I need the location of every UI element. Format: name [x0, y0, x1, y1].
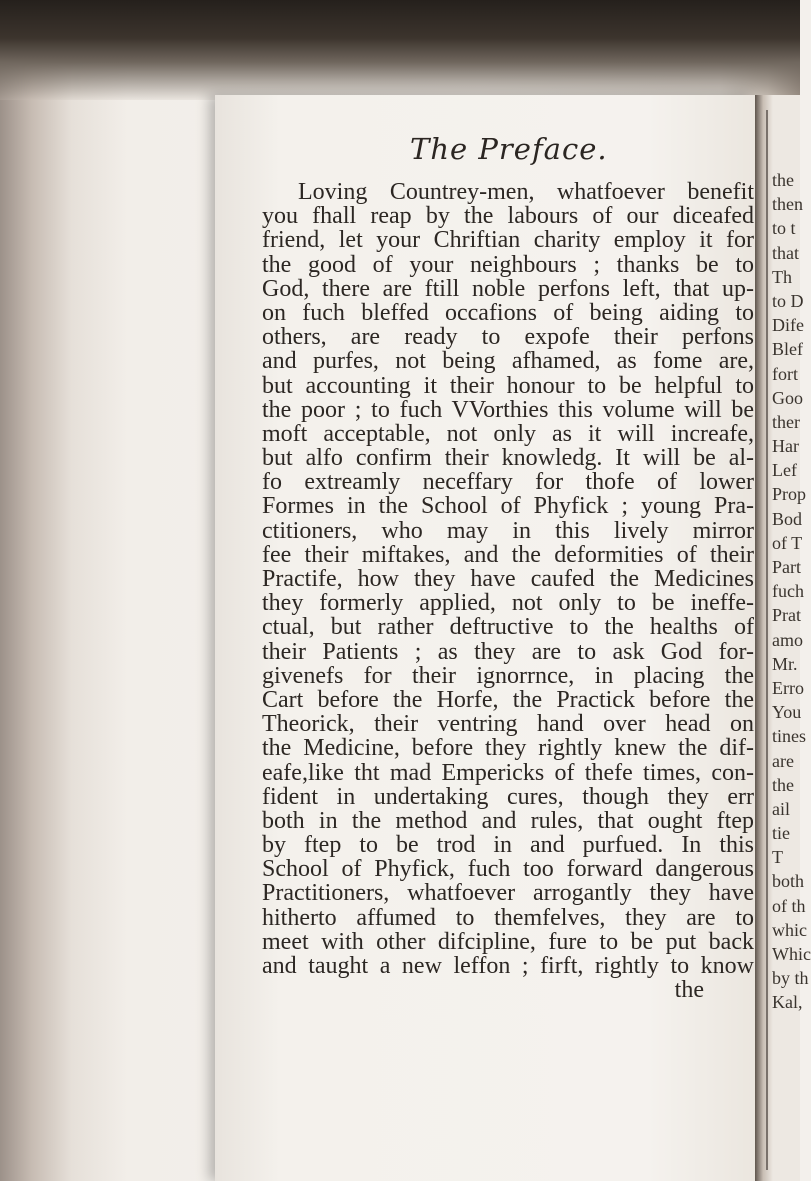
facing-page-fragment: to D [772, 290, 804, 311]
facing-page-fragment: the [772, 170, 794, 190]
text-line: meet with other difcipline, fure to be put back [262, 928, 754, 955]
text-line: the [674, 977, 704, 1004]
text-line: ctitioners, who may in this lively mirror [262, 517, 754, 544]
facing-page-fragment: whic [772, 919, 807, 940]
facing-page-fragment: of th [772, 895, 806, 916]
facing-page-fragment: ail [772, 798, 790, 819]
facing-page-fragment: Mr. [772, 653, 798, 674]
facing-page-fragment: to t [772, 218, 796, 239]
facing-page-fragment: then [772, 194, 803, 215]
text-line: givenefs for their ignorrnce, in placing the [262, 662, 754, 689]
text-line: by ftep to be trod in and purfued. In this [262, 832, 754, 859]
facing-page-fragment: that [772, 242, 799, 263]
facing-page-fragments [772, 168, 811, 1015]
facing-page-fragment: Part [772, 557, 801, 577]
text-line: moft acceptable, not only as it will increafe, [262, 420, 754, 447]
text-line: Practife, how they have caufed the Medicines [262, 566, 754, 592]
facing-page-fragment: Har [772, 436, 799, 457]
text-line: the Medicine, before they rightly knew the dif- [262, 735, 754, 762]
facing-page-fragment: by th [772, 968, 809, 989]
text-line: but alfo confirm their knowledg. It will be al- [262, 445, 754, 472]
facing-page-fragment: tie [772, 823, 790, 844]
text-line: Practitioners, whatfoever arrogantly they have [262, 880, 754, 907]
facing-page-fragment: Erro [772, 677, 804, 698]
text-line: ctual, but rather deftructive to the healths of [262, 614, 754, 641]
text-line: you fhall reap by the labours of our diceafed [262, 203, 754, 230]
text-line: Loving Countrey-men, whatfoever benefit [298, 179, 754, 205]
text-line: on fuch bleffed occafions of being aiding to [262, 299, 754, 326]
text-line: the poor ; to fuch VVorthies this volume will be [262, 396, 754, 423]
text-line: Theorick, their ventring hand over head on [262, 711, 754, 738]
facing-page-fragment: Blef [772, 339, 803, 360]
facing-page-fragment: fuch [772, 581, 804, 602]
text-line: the good of your neighbours ; thanks be to [262, 251, 754, 278]
facing-page-fragment: Bod [772, 508, 803, 529]
facing-page-fragment: Prop [772, 484, 807, 505]
text-line: and taught a new leffon ; firft, rightly to know [262, 953, 754, 979]
facing-page-fragment: the [772, 774, 794, 795]
facing-page-fragment: ther [772, 411, 800, 432]
gutter-line [766, 110, 768, 1170]
text-line: their Patients ; as they are to ask God for- [262, 638, 754, 665]
text-line: and purfes, not being afhamed, as fome are, [262, 348, 754, 375]
facing-page-fragment: Prat [772, 605, 801, 626]
preface-text [262, 180, 754, 1002]
text-line: Formes in the School of Phyfick ; young Pra- [262, 493, 754, 520]
facing-page-fragment: Goo [772, 387, 803, 408]
facing-page-fragment: Lef [772, 460, 797, 481]
facing-page-fragment: Dife [772, 315, 804, 336]
text-line: hitherto affumed to themfelves, they are to [262, 904, 754, 931]
facing-page-fragment: Th [772, 266, 792, 287]
text-line: others, are ready to expofe their perfons [262, 324, 754, 351]
text-line: fident in undertaking cures, though they err [262, 783, 754, 810]
text-line: God, there are ftill noble perfons left, that up- [262, 275, 754, 302]
text-line: eafe,like tht mad Empericks of thefe times, con- [262, 759, 754, 786]
text-line: fo extreamly neceffary for thofe of lower [262, 469, 754, 496]
text-line: friend, let your Chriftian charity employ it for [262, 227, 754, 254]
facing-page-fragment: of T [772, 532, 803, 553]
text-line: they formerly applied, not only to be ineffe- [262, 590, 754, 617]
binding-shadow [0, 0, 800, 100]
text-line: both in the method and rules, that ought ftep [262, 807, 754, 834]
facing-page-fragment: both [772, 871, 805, 892]
text-line: fee their miftakes, and the deformities of their [262, 541, 754, 568]
facing-page-fragment: fort [772, 363, 798, 384]
facing-page-fragment: tines [772, 726, 806, 747]
text-line: but accounting it their honour to be helpful to [262, 372, 754, 399]
facing-page-fragment: amo [772, 629, 803, 650]
text-line: Cart before the Horfe, the Practick before the [262, 686, 754, 713]
facing-page-fragment: Kal, [772, 992, 803, 1013]
facing-page-fragment: You [772, 702, 802, 723]
facing-page-fragment: T [772, 847, 783, 868]
facing-page-fragment: Whic [772, 944, 811, 964]
running-head: The Preface. [410, 132, 608, 166]
text-line: School of Phyfick, fuch too forward dangerous [262, 856, 754, 883]
facing-page-fragment: are [772, 750, 794, 771]
